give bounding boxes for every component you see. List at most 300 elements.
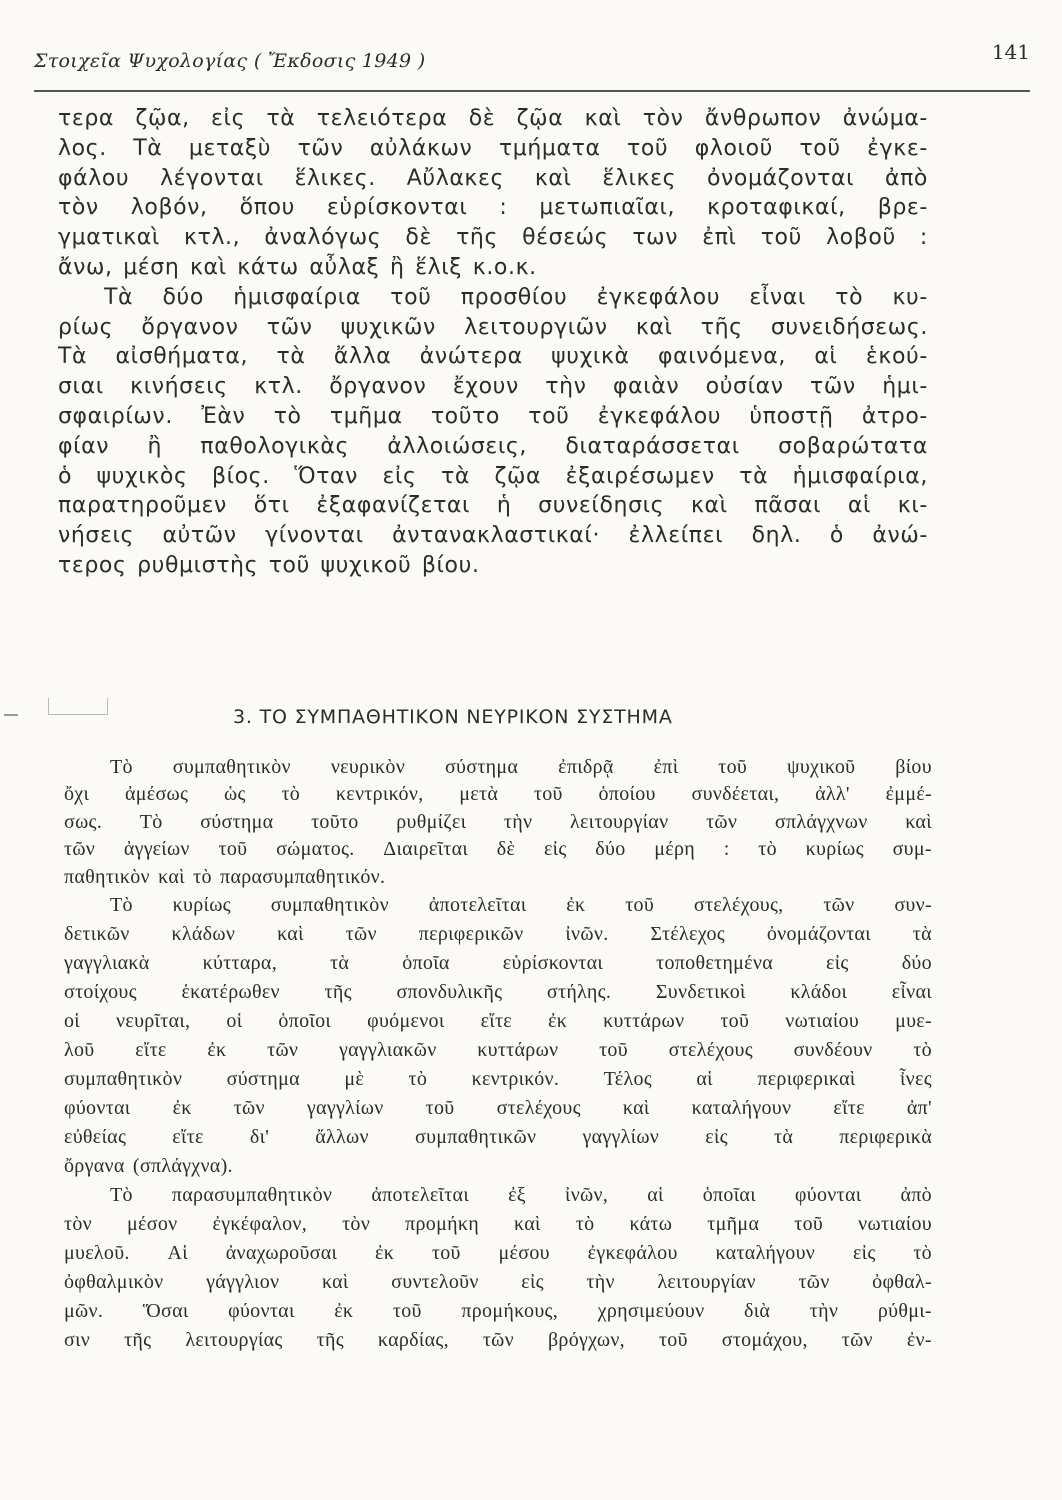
word: Τὰ: [133, 135, 163, 161]
text-line: [58, 432, 928, 462]
word: εἴτε: [833, 1096, 865, 1119]
word: δὲ: [496, 838, 516, 861]
word: δηλ.: [751, 523, 802, 549]
word: ὄργανον: [329, 374, 427, 400]
margin-mark-dash: [4, 714, 18, 716]
word: αἰσθήματα,: [115, 344, 249, 370]
text-line: [58, 104, 928, 134]
word: τὴν: [586, 1270, 615, 1293]
word: εὑρίσκονται: [502, 951, 604, 974]
word: πᾶσαι: [754, 493, 822, 519]
word: τὸν: [58, 195, 99, 221]
word: Αἱ: [167, 1241, 188, 1264]
text-line: [58, 313, 928, 343]
word: συνδέεται,: [691, 783, 780, 806]
word: ὁποῖοι: [278, 1009, 332, 1032]
word: τὰ: [330, 951, 350, 974]
page-header: [34, 40, 1030, 92]
word: ἔχουν: [452, 374, 519, 400]
word: τμῆμα: [707, 1212, 760, 1235]
word: ἄλλων: [315, 1125, 369, 1148]
word: ἀνώμα-: [842, 106, 928, 131]
word: εἰς: [211, 106, 246, 131]
word: ἐξ: [508, 1183, 526, 1206]
word: γάγγλιον: [206, 1270, 280, 1293]
word: καταλήγουν: [715, 1241, 816, 1264]
word: μεταξὺ: [188, 135, 272, 161]
word: δύο: [901, 951, 932, 974]
word: κύτταρα,: [202, 951, 278, 974]
word: προσθίου: [460, 284, 568, 310]
word: ἀπ': [906, 1096, 932, 1119]
word: σοβαρώτατα: [778, 433, 928, 459]
word: καὶ: [584, 106, 622, 131]
word: τοῦ: [392, 1299, 422, 1322]
word: ἐγκεφάλου: [587, 1241, 678, 1264]
word: Ὅταν: [294, 463, 359, 489]
word: σπονδυλικῆς: [396, 980, 503, 1003]
word: ἐξαιρέσωμεν: [565, 463, 715, 489]
word: κινήσεις: [130, 374, 228, 400]
margin-stamp-mark: [48, 698, 108, 715]
word: νήσεις: [58, 523, 135, 549]
word: νευρῖται,: [116, 1009, 191, 1032]
word: ἀντανακλαστικαί·: [392, 523, 601, 549]
word: Συνδετικοὶ: [655, 980, 746, 1003]
word: μῶν.: [64, 1299, 104, 1322]
word: τὴν: [809, 1299, 839, 1322]
word: ἕλικες: [602, 165, 677, 191]
word: νευρικὸν: [330, 756, 406, 778]
word: συνείδησις: [538, 493, 665, 519]
word: ψυχικοῦ: [787, 756, 856, 778]
word: δύο: [595, 838, 626, 861]
word: γαγγλίων: [582, 1125, 660, 1148]
word: ὄχι: [64, 783, 90, 806]
word: τοῦ: [625, 893, 655, 916]
word: τῆς: [324, 980, 352, 1003]
word: λοβοῦ: [826, 225, 896, 251]
text-line: [64, 1239, 932, 1268]
word: Τὰ: [58, 344, 88, 370]
word: μέσον: [127, 1212, 178, 1235]
word: ἀνώ-: [872, 523, 928, 549]
word: κυττάρων: [603, 1009, 685, 1032]
text-line: [58, 283, 928, 313]
word: τελειότερα: [316, 106, 448, 131]
word: σιν: [64, 1328, 91, 1351]
word: ἐπὶ: [702, 225, 737, 251]
word: τερα: [58, 106, 115, 131]
word: τὴν: [503, 810, 533, 833]
word: στελέχους: [668, 1038, 753, 1061]
text-line: [64, 1268, 932, 1297]
word: καὶ: [321, 1270, 349, 1293]
word: ζῷα: [516, 106, 564, 131]
text-line: [64, 1036, 932, 1065]
word: ὅπου: [239, 195, 295, 221]
word: καὶ: [905, 810, 932, 833]
word: κλάδων: [171, 922, 236, 945]
word: αὐτῶν: [162, 523, 237, 549]
word: ἀναχωροῦσαι: [225, 1241, 338, 1264]
word: τοῦτο: [311, 810, 359, 833]
word: Τὸ: [110, 1183, 133, 1206]
word: βρόγχων,: [547, 1328, 625, 1351]
word: ἐκ: [334, 1299, 354, 1322]
word: βίος.: [211, 463, 270, 489]
paragraph-3: [64, 754, 932, 891]
text-line: [64, 1297, 932, 1326]
word: τμήματα: [498, 135, 601, 161]
text-line: [58, 402, 928, 432]
word: ἀπὸ: [884, 165, 928, 191]
word: εἴτε: [135, 1038, 167, 1061]
word: τὸν: [642, 106, 684, 131]
word: ἐπιδρᾷ: [558, 756, 614, 778]
word: συμπαθητικῶν: [415, 1125, 537, 1148]
word: συμπαθητικὸν: [270, 893, 389, 916]
word: τῆς: [316, 1328, 344, 1351]
word: εἰς: [543, 838, 567, 861]
running-title: Στοιχεῖα Ψυχολογίας ( Ἔκδοσις 1949 ): [34, 50, 426, 72]
text-line: [58, 521, 928, 551]
word: ἑκατέρωθεν: [181, 980, 280, 1003]
word: κι-: [897, 493, 928, 519]
word: τῶν: [823, 893, 855, 916]
text-line: [64, 891, 932, 920]
word: σύστημα: [226, 1067, 300, 1090]
word: τὸ: [575, 1212, 595, 1235]
word: Τέλος: [603, 1067, 652, 1090]
word: ἀποτελεῖται: [428, 893, 527, 916]
word: :: [499, 195, 508, 221]
word: εἶναι: [891, 980, 932, 1003]
word: τὸ: [758, 838, 777, 861]
word: παθολογικὰς: [200, 433, 350, 459]
word: ὅτι: [253, 493, 290, 519]
word: φλοιοῦ: [694, 135, 773, 161]
word: ψυχικὰ: [551, 344, 630, 370]
word: γαγγλιακὰ: [64, 951, 150, 974]
word: τὰ: [774, 1125, 794, 1148]
word: τοῦ: [528, 403, 570, 429]
word: τοῦ: [218, 838, 248, 861]
text-line: [58, 134, 928, 164]
word: ρύθμι-: [877, 1299, 932, 1322]
word: ἰνῶν,: [565, 1183, 609, 1206]
word: αἱ: [847, 493, 871, 519]
word: τὰ: [912, 922, 932, 945]
word: κεντρικόν,: [335, 783, 424, 806]
word: μέρη: [654, 838, 695, 861]
word: ζῷα,: [135, 106, 190, 131]
word: καὶ: [534, 165, 572, 191]
word: σιαι: [58, 374, 104, 400]
word: ἀμέσως: [124, 783, 189, 806]
text-line: [64, 836, 932, 863]
word: τοῦ: [390, 284, 432, 310]
word: ὀνομάζονται: [766, 922, 871, 945]
word: ἑκού-: [865, 344, 928, 370]
word: των: [632, 225, 679, 251]
word: τμῆμα: [329, 403, 403, 429]
word: τοῦ: [718, 756, 748, 778]
word: διαταράσσεται: [565, 433, 740, 459]
word: συνειδήσεως.: [770, 314, 928, 340]
word: περιφερικαὶ: [757, 1067, 856, 1090]
word: ἐκ: [548, 1009, 568, 1032]
word: ἀνώτερα: [419, 344, 523, 370]
word: κυττάρων: [477, 1038, 559, 1061]
text-line: [64, 754, 932, 781]
word: σπλάγχνων: [774, 810, 868, 833]
word: συν-: [894, 893, 932, 916]
paragraph-5: [64, 1181, 932, 1355]
word: στελέχους: [496, 1096, 581, 1119]
word: ἐγκέφαλον,: [212, 1212, 308, 1235]
word: δὲ: [405, 225, 432, 251]
word: Αὔλακες: [406, 165, 504, 191]
word: ἀναλόγως: [264, 225, 382, 251]
word: βίου: [895, 756, 932, 778]
word: λος.: [58, 135, 107, 161]
word: φυόμενοι: [367, 1009, 445, 1032]
word: λειτουργιῶν: [464, 314, 608, 340]
word: τῆς: [700, 314, 743, 340]
word: ἀποτελεῖται: [371, 1183, 470, 1206]
text-line: [64, 1007, 932, 1036]
word: διὰ: [744, 1299, 771, 1322]
word: μετωπιαῖαι,: [539, 195, 676, 221]
word: εἰς: [852, 1241, 876, 1264]
lower-body-text: [64, 754, 932, 1355]
word: γματικαὶ: [58, 225, 160, 251]
word: κυ-: [892, 284, 928, 310]
word: γαγγλίων: [306, 1096, 384, 1119]
word: τῶν: [233, 1096, 265, 1119]
word: λέγονται: [160, 165, 264, 191]
word: τὰ: [276, 344, 306, 370]
word: τῶν: [297, 135, 344, 161]
word: ἀτρο-: [861, 403, 928, 429]
text-line: [58, 372, 928, 402]
word: σως.: [64, 810, 103, 833]
word: εἰς: [382, 463, 417, 489]
word: :: [723, 838, 730, 861]
word: τὸ: [835, 284, 864, 310]
text-line: [64, 1326, 932, 1355]
word: ἐκ: [375, 1241, 395, 1264]
word: ὁ: [829, 523, 844, 549]
word: τὸ: [913, 1241, 932, 1264]
word: ἡμισφαίρια,: [792, 463, 928, 489]
word: ἀγγείων: [123, 838, 190, 861]
text-line: [58, 342, 928, 372]
word: τῆς: [456, 225, 498, 251]
word: τοποθετημένα: [656, 951, 773, 974]
word: ὄργανον: [141, 314, 239, 340]
word: ὁποῖα: [402, 951, 450, 974]
word: Στέλεχος: [650, 922, 725, 945]
word: ἐγκε-: [867, 135, 928, 161]
word: οἱ: [64, 1009, 80, 1032]
word: τῶν: [810, 374, 856, 400]
text-line: [58, 491, 928, 521]
word: αἱ: [696, 1067, 713, 1090]
word: Τὸ: [139, 810, 163, 833]
word: :: [919, 225, 928, 251]
text-line: [58, 462, 928, 492]
word: εἴτε: [172, 1125, 204, 1148]
word: φαιὰν: [612, 374, 680, 400]
word: λειτουργίαν: [569, 810, 669, 833]
word: ἄλλα: [333, 344, 392, 370]
word: ἐγκεφάλου: [597, 403, 722, 429]
word: δὲ: [468, 106, 496, 131]
text-line: [64, 1123, 932, 1152]
word: κλάδοι: [790, 980, 848, 1003]
word: ἐγκεφάλου: [596, 284, 721, 310]
word: συμπαθητικὸν: [172, 756, 291, 778]
word: καὶ: [277, 922, 304, 945]
word: ἕλικες.: [294, 165, 376, 191]
word: εἰς: [521, 1270, 544, 1293]
word: λειτουργίας: [185, 1328, 283, 1351]
word: χρησιμεύουν: [597, 1299, 705, 1322]
text-line: [64, 978, 932, 1007]
word: λοῦ: [64, 1038, 95, 1061]
word: ψυχικῶν: [340, 314, 436, 340]
text-line: [64, 920, 932, 949]
word: τῶν: [482, 1328, 514, 1351]
text-line: [64, 809, 932, 836]
word: ψυχικὸς: [96, 463, 188, 489]
word: τὰ: [441, 463, 470, 489]
word: βρε-: [877, 195, 928, 221]
word: σώματος.: [276, 838, 355, 861]
word: συμπαθητικὸν: [64, 1067, 183, 1090]
word: τὸν: [342, 1212, 371, 1235]
word: ἶνες: [899, 1067, 932, 1090]
word: κτλ.,: [184, 225, 241, 251]
word: συνδέουν: [793, 1038, 873, 1061]
word: καὶ: [635, 314, 673, 340]
word: αἱ: [647, 1183, 664, 1206]
word: ὀφθαλμικὸν: [64, 1270, 164, 1293]
word: καὶ: [690, 493, 728, 519]
word: ἡ: [496, 493, 512, 519]
word: Διαιρεῖται: [383, 838, 469, 861]
word: τοῦ: [794, 1212, 824, 1235]
word: φύονται: [228, 1299, 295, 1322]
text-line: [64, 1181, 932, 1210]
word: γαγγλιακῶν: [338, 1038, 437, 1061]
word: οὐσίαν: [705, 374, 784, 400]
word: ἐλλείπει: [628, 523, 724, 549]
word: ἀπὸ: [900, 1183, 932, 1206]
word: τῶν: [841, 1328, 873, 1351]
word: μετὰ: [459, 783, 499, 806]
page-number: 141: [991, 40, 1030, 64]
word: εἰς: [826, 951, 849, 974]
word: Τὰ: [104, 284, 134, 310]
word: τὰ: [266, 106, 296, 131]
paragraph-2: [58, 283, 928, 581]
word: ρυθμίζει: [396, 810, 467, 833]
word: ὀνομάζονται: [706, 165, 855, 191]
word: νωτιαίου: [785, 1009, 860, 1032]
word: τῶν: [267, 1038, 299, 1061]
word: στήλης.: [546, 980, 612, 1003]
word: φαινόμενα,: [658, 344, 786, 370]
text-line: [58, 223, 928, 253]
text-line: ἄνω, μέση καὶ κάτω αὖλαξ ἢ ἕλιξ κ.ο.κ.: [58, 254, 537, 280]
word: κτλ.: [254, 374, 303, 400]
word: καὶ: [514, 1212, 541, 1235]
word: στελέχους,: [693, 893, 784, 916]
word: ἢ: [147, 433, 163, 459]
word: κροταφικαί,: [707, 195, 846, 221]
word: καρδίας,: [377, 1328, 449, 1351]
word: ὁποίου: [598, 783, 656, 806]
word: τῶν: [706, 810, 738, 833]
word: τοῦ: [760, 225, 802, 251]
word: παρατηροῦμεν: [58, 493, 227, 519]
word: θέσεώς: [522, 225, 609, 251]
word: γίνονται: [265, 523, 364, 549]
word: λειτουργίαν: [657, 1270, 756, 1293]
word: τῆς: [124, 1328, 152, 1351]
word: προμήκους,: [461, 1299, 559, 1322]
word: συντελοῦν: [391, 1270, 479, 1293]
word: τὸ: [408, 1067, 428, 1090]
word: ρίως: [58, 314, 114, 340]
word: περιφερικὰ: [839, 1125, 932, 1148]
word: τοῦ: [599, 1038, 628, 1061]
word: ἡμι-: [882, 374, 928, 400]
word: Ὅσαι: [142, 1299, 189, 1322]
word: μέσου: [498, 1241, 550, 1264]
word: ἄνθρωπον: [704, 106, 822, 131]
word: τοῦτο: [430, 403, 500, 429]
word: ἰνῶν.: [565, 922, 609, 945]
word: ὁ: [58, 463, 73, 489]
text-line: [64, 1065, 932, 1094]
word: τοῦ: [658, 1328, 688, 1351]
word: τοῦ: [799, 135, 841, 161]
word: φίαν: [58, 433, 110, 459]
word: Τὸ: [110, 756, 133, 778]
word: κυρίως: [172, 893, 231, 916]
word: φύονται: [794, 1183, 862, 1206]
word: ὑποστῇ: [749, 403, 834, 429]
text-line: ὄργανα (σπλάγχνα).: [64, 1154, 233, 1177]
word: ἐκ: [566, 893, 586, 916]
word: ἐμμέ-: [885, 783, 932, 806]
word: τῶν: [266, 314, 313, 340]
word: τοῦ: [425, 1096, 455, 1119]
paragraph-1: [58, 104, 928, 283]
word: εἴτε: [480, 1009, 512, 1032]
word: ἐν-: [906, 1328, 932, 1351]
section-heading: 3. ΤΟ ΣΥΜΠΑΘΗΤΙΚΟΝ ΝΕΥΡΙΚΟΝ ΣΥΣΤΗΜΑ: [233, 706, 673, 728]
paragraph-4: [64, 891, 932, 1181]
word: τῶν: [798, 1270, 830, 1293]
word: τὸ: [913, 1038, 932, 1061]
word: στοίχους: [64, 980, 137, 1003]
word: δύο: [162, 284, 204, 310]
